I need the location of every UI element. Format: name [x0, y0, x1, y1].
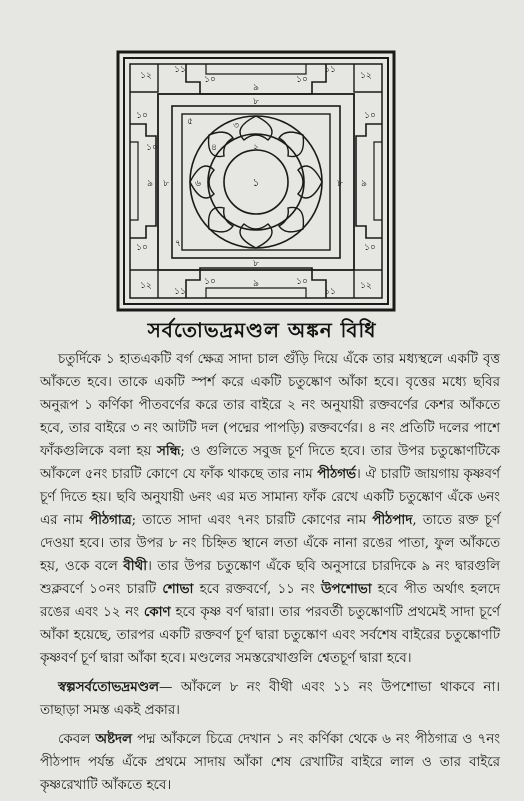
bold-term: বীথী	[123, 558, 148, 574]
label-10: ১০	[146, 143, 158, 153]
label-6: ৬	[195, 179, 201, 189]
svg-text:১২: ১২	[360, 281, 372, 291]
bold-term: কোণ	[143, 604, 171, 620]
label-7: ৭	[175, 239, 181, 249]
svg-text:১১: ১১	[324, 65, 336, 75]
label-3: ৩	[233, 121, 239, 131]
label-9: ৯	[147, 179, 153, 189]
svg-text:১২: ১২	[140, 281, 152, 291]
text-run: । ঐ চারটি জায়গায় কৃষ্ণবর্ণ চূর্ণ দিতে হয়। ছবি অনুযায়ী ৬নং এর মত সামান্য ফাঁক রেখে একটি চতুষ্কোণ এঁকে ৬নং এর নাম	[40, 467, 500, 528]
paragraph-1	[40, 348, 500, 670]
svg-text:১২: ১২	[360, 71, 372, 81]
sarvatobhadra-mandala-diagram	[0, 0, 524, 318]
label-11: ১১	[174, 65, 186, 75]
bold-term: সন্ধি	[157, 443, 181, 459]
page-title: সর্বতোভদ্রমণ্ডল অঙ্কন বিধি	[147, 318, 377, 342]
label-8: ৮	[163, 179, 169, 189]
svg-text:১০: ১০	[364, 243, 376, 253]
svg-text:৮: ৮	[337, 179, 343, 189]
bold-term: পীঠপাদ	[372, 512, 413, 528]
bold-term: পীঠগর্ভ	[317, 466, 357, 482]
svg-text:১০: ১০	[296, 75, 308, 85]
text-run: পদ্ম আঁকলে চিত্রে দেখান ১ নং কর্ণিকা থেকে ৬ নং পীঠগাত্র ও ৭নং পীঠপাদ পর্যন্ত এঁকে প্রথমে সাদায় আঁকা শেষ রেখাটির বাইরে লাল ও তার বাইরে কৃষ্ণরেখাটি আঁকতে হবে।	[40, 732, 500, 793]
svg-text:১০: ১০	[136, 243, 148, 253]
text-run: । তার উপর চতুষ্কোণ এঁকে ছবি অনুসারে চারদিকে ৯ নং দ্বারগুলি শুক্লবর্ণে ১০নং চারটি	[40, 559, 500, 597]
svg-text:৮: ৮	[253, 259, 259, 269]
paragraph-2	[40, 676, 500, 722]
svg-text:১১: ১১	[174, 287, 186, 297]
label-5: ৫	[187, 117, 193, 127]
svg-text:১০: ১০	[136, 111, 148, 121]
body-text	[40, 348, 500, 801]
bold-term: পীঠগাত্র	[89, 512, 132, 528]
bold-term: অষ্টদল	[95, 731, 132, 747]
door-right	[356, 124, 382, 238]
svg-text:৯: ৯	[361, 179, 367, 189]
paragraph-3	[40, 728, 500, 797]
svg-text:১০: ১০	[204, 277, 216, 287]
bold-term: উপশোভা	[321, 581, 372, 597]
svg-text:৯: ৯	[253, 83, 259, 93]
svg-text:১০: ১০	[296, 277, 308, 287]
text-run: কেবল	[58, 732, 96, 747]
svg-text:১০: ১০	[204, 75, 216, 85]
text-run: হবে কৃষ্ণ বর্ণ দ্বারা। তার পরবর্তী চতুষ্কোণটি প্রথমেই সাদা চূর্ণে আঁকা হয়েছে, তারপর একটি রক্তবর্ণ চূর্ণ দ্বারা চতুষ্কোণ এবং সর্বশেষ বাইরের চতুষ্কোণটি কৃষ্ণবর্ণ চূর্ণ দ্বারা আঁকা হবে। মণ্ডলের সমস্তরেখাগুলি শ্বেতচূর্ণ দ্বারা হবে।	[40, 605, 500, 666]
text-run: চতুর্দিকে ১ হাতএকটি বর্গ ক্ষেত্র সাদা চাল গুঁড়ি দিয়ে এঁকে তার মধ্যস্থলে একটি বৃত্ত আঁকতে হবে। তাকে একটি স্পর্শ করে একটি চতুষ্কোণ আঁকা হবে। বৃত্তের মধ্যে ছবির অনুরূপ ১ কর্ণিকা পীতবর্ণের করে তার বাইরে ২ নং অনুযায়ী রক্তবর্ণের কেশর আঁকতে হবে, তার বাইরে ৩ নং আটটি দল (পদ্মের পাপড়ি) রক্তবর্ণের। ৪ নং প্রতিটি দলের পাশে ফাঁকগুলিকে বলা হয়	[40, 352, 500, 459]
svg-text:১১: ১১	[324, 287, 336, 297]
text-run: হবে পীত অর্থাৎ হলদে রঙের এবং ১২ নং	[40, 582, 500, 620]
text-run: হবে রক্তবর্ণে, ১১ নং	[193, 582, 322, 597]
text-run: — আঁকলে ৮ নং বীথী এবং ১১ নং উপশোভা থাকবে না। তাছাড়া সমস্ত একই প্রকার।	[40, 680, 500, 718]
text-run: ; তাতে সাদা এবং ৭নং চারটি কোণের নাম	[131, 513, 373, 528]
label-12: ১২	[140, 71, 152, 81]
svg-text:১০: ১০	[364, 111, 376, 121]
bold-term: শোভা	[162, 581, 194, 597]
svg-text:৯: ৯	[253, 279, 259, 289]
label-4: ৪	[211, 143, 217, 153]
label-2: ২	[253, 143, 259, 153]
label-center: ১	[252, 176, 260, 189]
text-run: ; ও গুলিতে সবুজ চূর্ণ দিতে হবে। তার উপর চতুষ্কোণটিকে আঁকলে ৫নং চারটি কোণে যে ফাঁক থাকছে তার নাম	[40, 444, 500, 482]
bold-term: স্বল্পসর্বতোভদ্রমণ্ডল	[58, 679, 159, 695]
svg-text:৮: ৮	[253, 97, 259, 107]
text-run: , তাতে রক্ত চূর্ণ দেওয়া হবে। তার উপর ৮ নং চিহ্নিত স্থানে লতা এঁকে নানা রঙের পাতা, ফুল আঁকতে হয়, ওকে বলে	[40, 513, 500, 574]
